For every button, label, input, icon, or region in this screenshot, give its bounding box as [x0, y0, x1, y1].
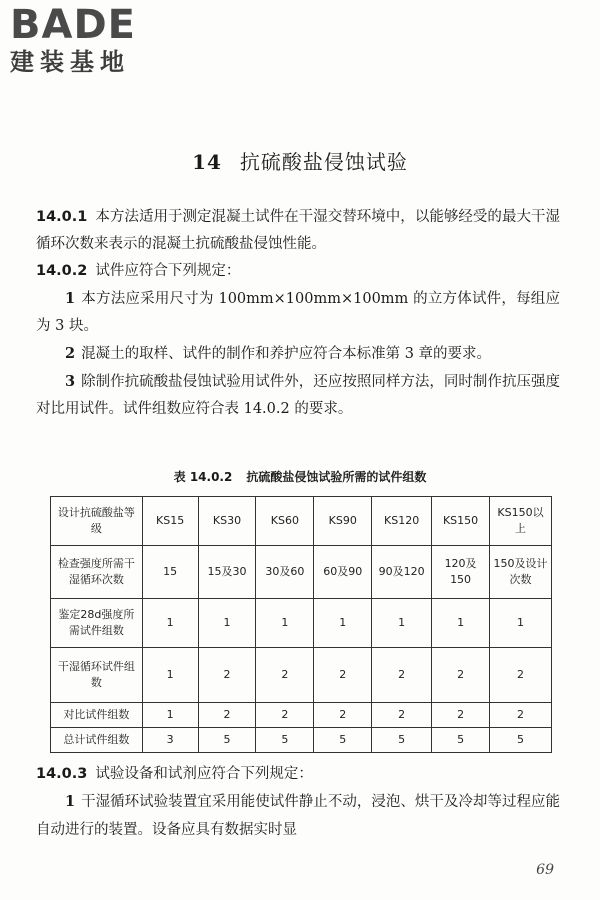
body-text	[36, 204, 560, 423]
table-cell: 15	[142, 546, 198, 599]
table-cell: 1	[490, 599, 552, 648]
table-cell: 1	[142, 703, 198, 728]
table-cell: 2	[490, 703, 552, 728]
chapter-title	[0, 146, 600, 175]
table-cell: 1	[198, 599, 256, 648]
item-number: 2	[65, 345, 76, 362]
table-header-row	[51, 497, 552, 546]
clause-text: 本方法适用于测定混凝土试件在干湿交替环境中，以能够经受的最大干湿循环次数来表示的混凝土抗硫酸盐侵蚀性能。	[36, 209, 560, 252]
table-cell: 2	[432, 648, 490, 703]
table-header-cell: KS90	[314, 497, 372, 546]
table-row-label: 鉴定28d强度所需试件组数	[51, 599, 143, 648]
item-text: 除制作抗硫酸盐侵蚀试验用试件外，还应按照同样方法，同时制作抗压强度对比用试件。试件组数应符合表 14.0.2 的要求。	[36, 374, 560, 417]
table-cell: 30及60	[256, 546, 314, 599]
table-cell: 2	[432, 703, 490, 728]
table-cell: 90及120	[372, 546, 432, 599]
table-row	[51, 703, 552, 728]
table-cell: 120及150	[432, 546, 490, 599]
table-cell: 2	[198, 648, 256, 703]
chapter-number: 14	[192, 150, 222, 174]
clause-number: 14.0.3	[36, 766, 88, 782]
table-cell: 5	[372, 728, 432, 753]
clause-number: 14.0.2	[36, 263, 88, 279]
table-cell: 3	[142, 728, 198, 753]
clause-text: 试件应符合下列规定：	[95, 263, 241, 279]
table-cell: 2	[256, 703, 314, 728]
table-row-label: 对比试件组数	[51, 703, 143, 728]
table-caption	[0, 468, 600, 485]
table-cell: 5	[490, 728, 552, 753]
chapter-title-text: 抗硫酸盐侵蚀试验	[239, 150, 408, 174]
table-row	[51, 546, 552, 599]
clause-14-0-3	[36, 760, 560, 788]
logo-sub-text: 建装基地	[10, 48, 130, 76]
table-header-cell: KS60	[256, 497, 314, 546]
table-cell: 5	[198, 728, 256, 753]
item-number: 3	[65, 373, 76, 390]
clause-14-0-2	[36, 258, 560, 285]
table-cell: 1	[256, 599, 314, 648]
page-number: 69	[536, 862, 554, 878]
table-header-cell: KS15	[142, 497, 198, 546]
table-header-cell: KS150以上	[490, 497, 552, 546]
table-row-label: 干湿循环试件组数	[51, 648, 143, 703]
item-text: 干湿循环试验装置宜采用能使试件静止不动，浸泡、烘干及冷却等过程应能自动进行的装置。设备应具有数据实时显	[36, 794, 560, 838]
table-cell: 1	[314, 599, 372, 648]
table-cell: 1	[142, 648, 198, 703]
table-cell: 1	[142, 599, 198, 648]
table-cell: 5	[256, 728, 314, 753]
item-text: 本方法应采用尺寸为 100mm×100mm×100mm 的立方体试件，每组应为 3 块。	[36, 291, 560, 334]
table-header-cell: KS30	[198, 497, 256, 546]
clause-text: 试验设备和试剂应符合下列规定：	[95, 766, 313, 782]
table-cell: 2	[372, 648, 432, 703]
table-cell: 2	[198, 703, 256, 728]
table-cell: 60及90	[314, 546, 372, 599]
item-number: 1	[65, 793, 76, 810]
clause-14-0-1	[36, 204, 560, 258]
table-cell: 2	[314, 648, 372, 703]
table-cell: 2	[314, 703, 372, 728]
table-cell: 2	[490, 648, 552, 703]
table-row	[51, 728, 552, 753]
table-header-cell: 设计抗硫酸盐等级	[51, 497, 143, 546]
table-cell: 5	[432, 728, 490, 753]
table-cell: 150及设计次数	[490, 546, 552, 599]
item-text: 混凝土的取样、试件的制作和养护应符合本标准第 3 章的要求。	[81, 346, 492, 362]
table-header-cell: KS120	[372, 497, 432, 546]
table-row	[51, 648, 552, 703]
item-1	[36, 285, 560, 340]
table-cell: 1	[372, 599, 432, 648]
table-cell: 5	[314, 728, 372, 753]
table-cell: 1	[432, 599, 490, 648]
table-row	[51, 599, 552, 648]
table-cell: 15及30	[198, 546, 256, 599]
table-header-cell: KS150	[432, 497, 490, 546]
clause-number: 14.0.1	[36, 209, 88, 225]
table-row-label: 检查强度所需干湿循环次数	[51, 546, 143, 599]
table-row-label: 总计试件组数	[51, 728, 143, 753]
item-2	[36, 340, 560, 368]
table-cell: 2	[372, 703, 432, 728]
table-caption-number: 表 14.0.2	[173, 470, 233, 484]
item-number: 1	[65, 290, 76, 307]
item-3-1	[36, 788, 560, 844]
logo-main-text: BADE	[10, 2, 136, 48]
item-3	[36, 368, 560, 423]
table-cell: 2	[256, 648, 314, 703]
body-text-continued	[36, 760, 560, 844]
specimen-group-table	[50, 496, 552, 753]
logo	[10, 4, 180, 76]
table-caption-text: 抗硫酸盐侵蚀试验所需的试件组数	[246, 470, 427, 484]
